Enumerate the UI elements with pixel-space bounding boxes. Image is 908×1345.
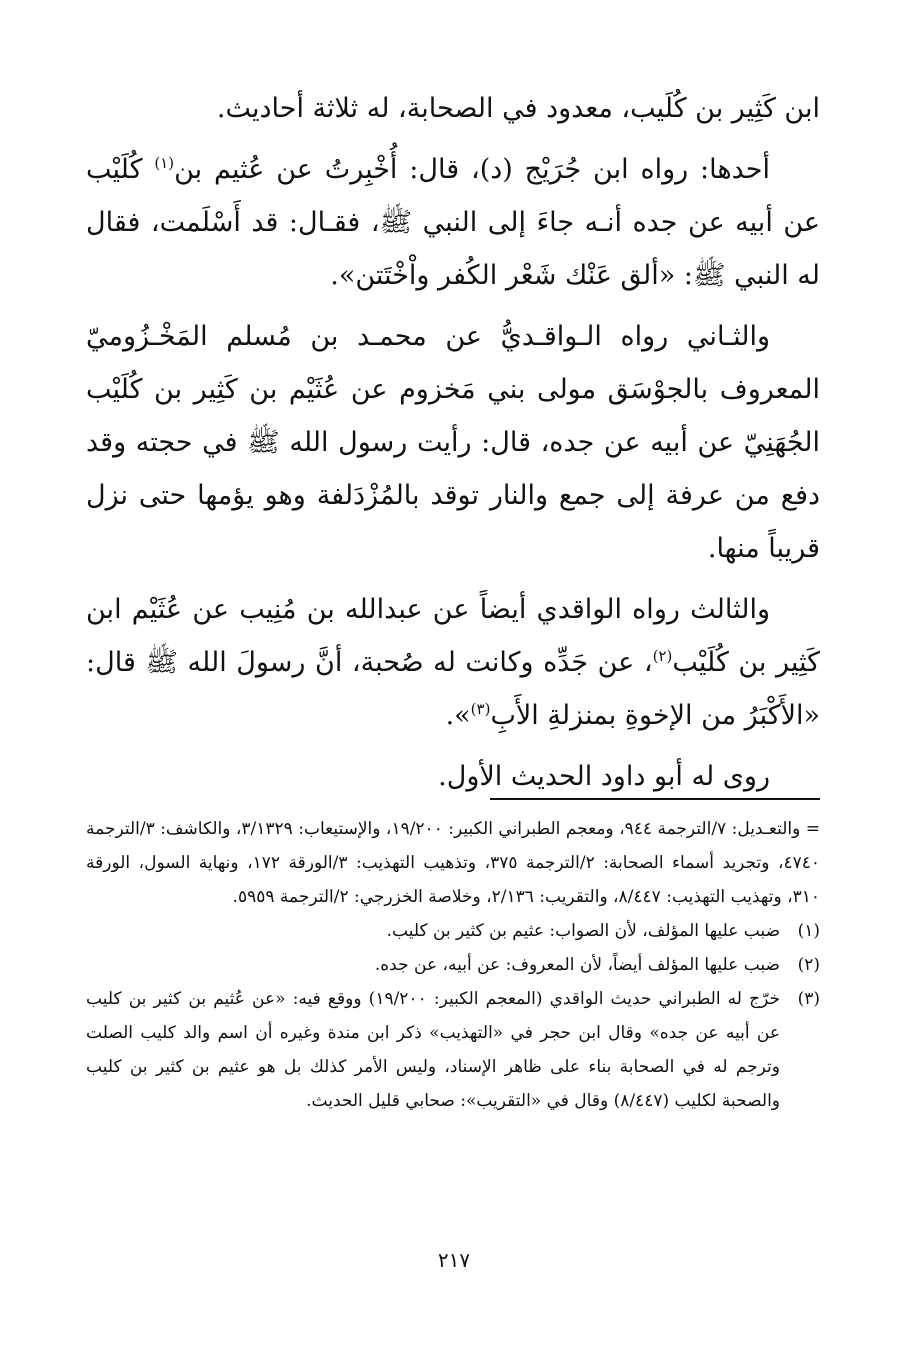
footnote-text: ضبب عليها المؤلف أيضاً، لأن المعروف: عن أبيه، عن جده. <box>374 955 780 975</box>
footnote-ref-3: (٣) <box>470 700 491 718</box>
footnote-continuation: = والتعـديل: ٧/الترجمة ٩٤٤، ومعجم الطبراني الكبير: ١٩/٢٠٠، والإستيعاب: ٣/١٣٢٩، والكاشف: ٣/الترجمة ٤٧٤٠، وتجريد أسماء الصحابة: ٢/الترجمة ٣٧٥، وتذهيب التهذيب: ٣/الورقة ١٧٢، ونهاية السول، الورقة ٣١٠، وتهذيب التهذيب: ٨/٤٤٧، والتقريب: ٢/١٣٦، وخلاصة الخزرجي: ٢/الترجمة ٥٩٥٩. <box>86 819 821 907</box>
main-text <box>86 82 820 811</box>
footnote-number: (١) <box>797 921 820 941</box>
footnote-separator <box>490 798 820 800</box>
paragraph-3: والثـاني رواه الـواقـديُّ عن محمـد بن مُسلم المَخْـزُوميّ المعروف بالجوْسَق مولى بني مَخزوم عن عُثَيْم بن كَثِير بن كُلَيْب الجُهَنِيّ عن أبيه عن جده، قال: رأيت رسول الله ﷺ في حجته وقد دفع من عرفة إلى جمع والنار توقد بالمُزْدَلفة وهو يؤمها حتى نزل قريباً منها. <box>86 321 820 564</box>
paragraph-2 <box>86 143 820 302</box>
footnote-ref-2: (٢) <box>652 647 673 665</box>
footnote-ref-1: (١) <box>154 154 175 172</box>
paragraph-1: ابن كَثِير بن كُلَيب، معدود في الصحابة، له ثلاثة أحاديث. <box>216 93 820 124</box>
paragraph-2-text: أحدها: رواه ابن جُرَيْج (د)، قال: أُخْبِرتُ عن عُثيم بن <box>174 154 770 185</box>
paragraph-5: روى له أبو داود الحديث الأول. <box>438 761 770 792</box>
footnote-number: (٢) <box>797 955 820 975</box>
footnote-text: ضبب عليها المؤلف، لأن الصواب: عثيم بن كثير بن كليب. <box>386 921 780 941</box>
footnote-text: خرّج له الطبراني حديث الواقدي (المعجم الكبير: ١٩/٢٠٠) ووقع فيه: «عن عُثيم بن كثير بن كليب عن أبيه عن جده» وقال ابن حجر في «التهذيب» ذكر ابن مندة وغيره أن اسم والد كليب الصلت وترجم له في الصحابة بناء على ظاهر الإسناد، وليس الأمر كذلك بل هو عثيم بن كثير بن كليب والصحبة لكليب (٨/٤٤٧) وقال في «التقريب»: صحابي قليل الحديث. <box>86 989 780 1111</box>
paragraph-4-part-b: ، عن جَدِّه وكانت له صُحبة، أنَّ رسولَ الله ﷺ قال: «الأَكْبَرُ من الإخوةِ بمنزلةِ الأَبِ <box>86 647 820 731</box>
paragraph-4-part-a: والثالث رواه الواقدي أيضاً عن عبدالله بن مُنِيب عن عُثَيْم ابن كَثِير بن كُلَيْب <box>86 594 821 678</box>
paragraph-4 <box>86 583 820 742</box>
footnote-1 <box>86 914 820 948</box>
page-number: ٢١٧ <box>437 1248 471 1272</box>
footnotes <box>86 812 820 1118</box>
footnote-3 <box>86 982 820 1118</box>
footnote-2 <box>86 948 820 982</box>
paragraph-2-rest: كُلَيْب عن أبيه عن جده أنـه جاءَ إلى النبي ﷺ، فقـال: قد أَسْلَمت، فقال له النبي ﷺ: «ألق عَنْك شَعْر الكُفر واْخْتَتن». <box>86 154 820 291</box>
footnote-number: (٣) <box>797 989 820 1009</box>
paragraph-4-part-c: ». <box>445 700 471 731</box>
